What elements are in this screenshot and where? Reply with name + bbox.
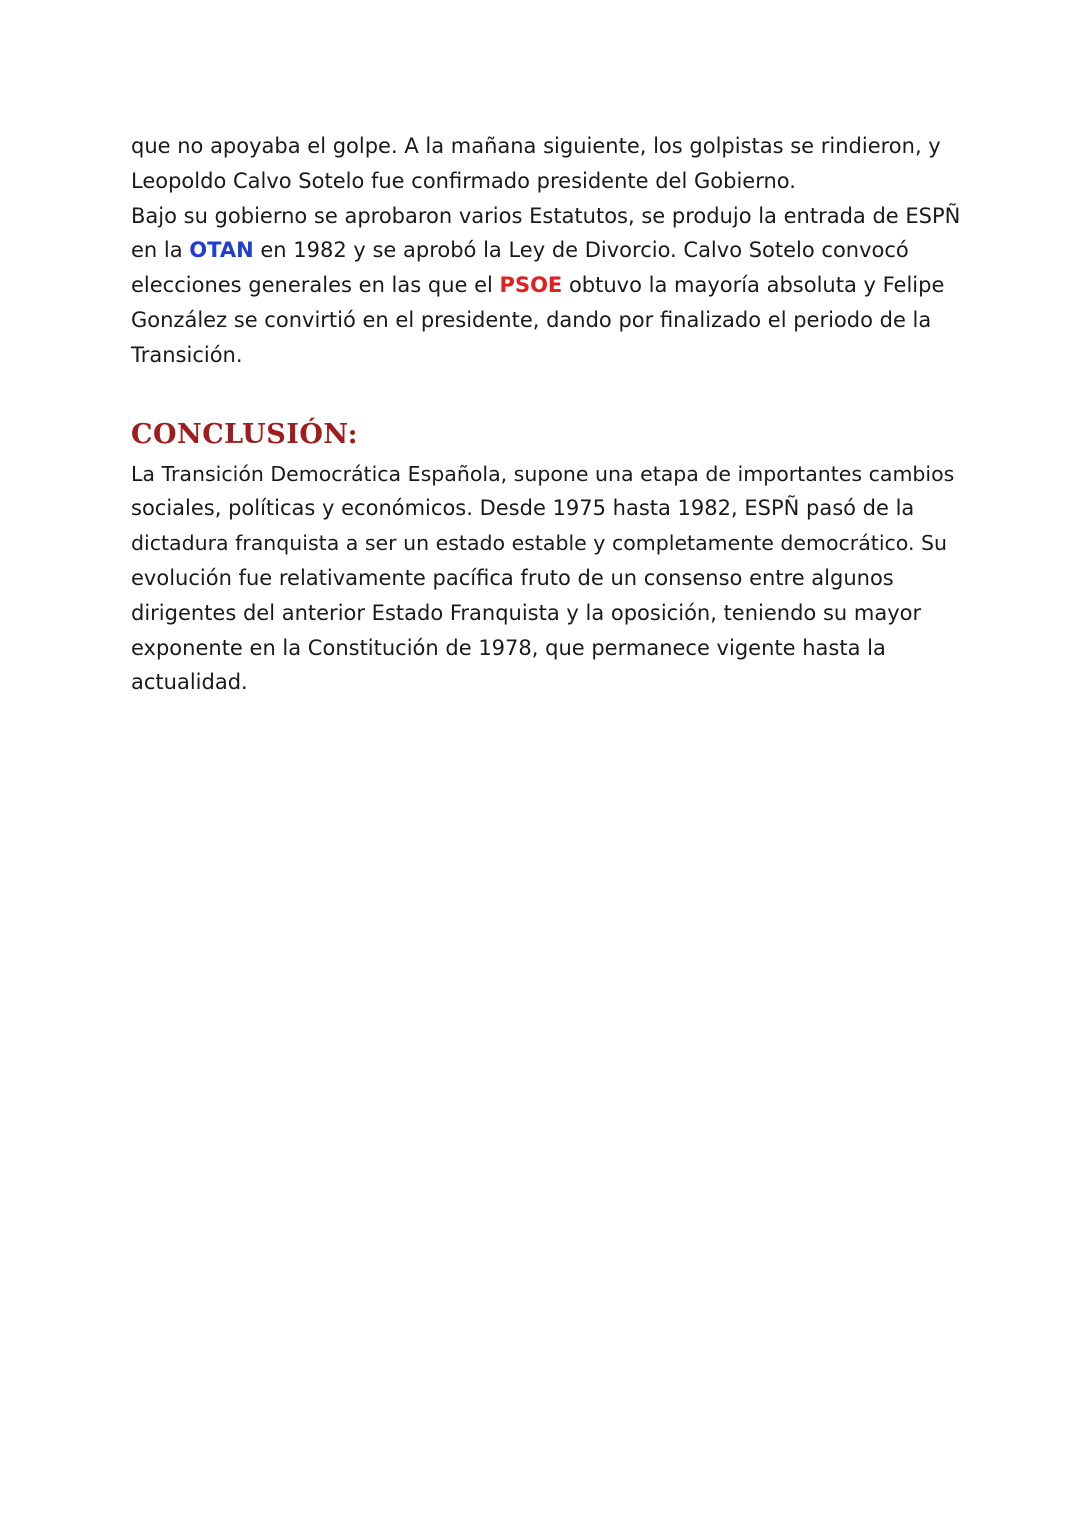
text-line: dirigentes del anterior Estado Franquista y la oposición, teniendo su mayor <box>131 600 922 625</box>
conclusion-heading: CONCLUSIÓN: <box>131 418 359 450</box>
text-line: sociales, políticas y económicos. Desde 1975 hasta 1982, ESPÑ pasó de la <box>131 496 915 521</box>
text-fragment: en la <box>131 238 190 263</box>
paragraph-conclusion <box>131 457 961 701</box>
text-line <box>131 268 961 303</box>
text-line <box>131 233 961 268</box>
text-line: González se convirtió en el presidente, dando por finalizado el periodo de la <box>131 307 932 332</box>
paragraph-coup-end <box>131 129 961 199</box>
text-fragment: en 1982 y se aprobó la Ley de Divorcio. Calvo Sotelo convocó <box>253 238 909 263</box>
text-line: Bajo su gobierno se aprobaron varios Estatutos, se produjo la entrada de ESPÑ <box>131 203 961 228</box>
text-line: actualidad. <box>131 670 248 695</box>
text-line: exponente en la Constitución de 1978, que permanece vigente hasta la <box>131 635 886 660</box>
text-line: que no apoyaba el golpe. A la mañana siguiente, los golpistas se rindieron, y <box>131 134 941 158</box>
text-line: La Transición Democrática Española, supone una etapa de importantes cambios <box>131 461 955 486</box>
text-line: Leopoldo Calvo Sotelo fue confirmado presidente del Gobierno. <box>131 168 796 193</box>
text-fragment: elecciones generales en las que el <box>131 273 500 298</box>
highlight-otan: OTAN <box>189 238 254 263</box>
text-line: dictadura franquista a ser un estado estable y completamente democrático. Su <box>131 531 948 556</box>
text-line: Transición. <box>131 342 243 367</box>
text-fragment: obtuvo la mayoría absoluta y Felipe <box>562 273 945 298</box>
text-line: evolución fue relativamente pacífica fruto de un consenso entre algunos <box>131 565 894 590</box>
document-body <box>131 129 961 700</box>
highlight-psoe: PSOE <box>499 273 563 298</box>
paragraph-calvo-sotelo-government <box>131 199 961 373</box>
